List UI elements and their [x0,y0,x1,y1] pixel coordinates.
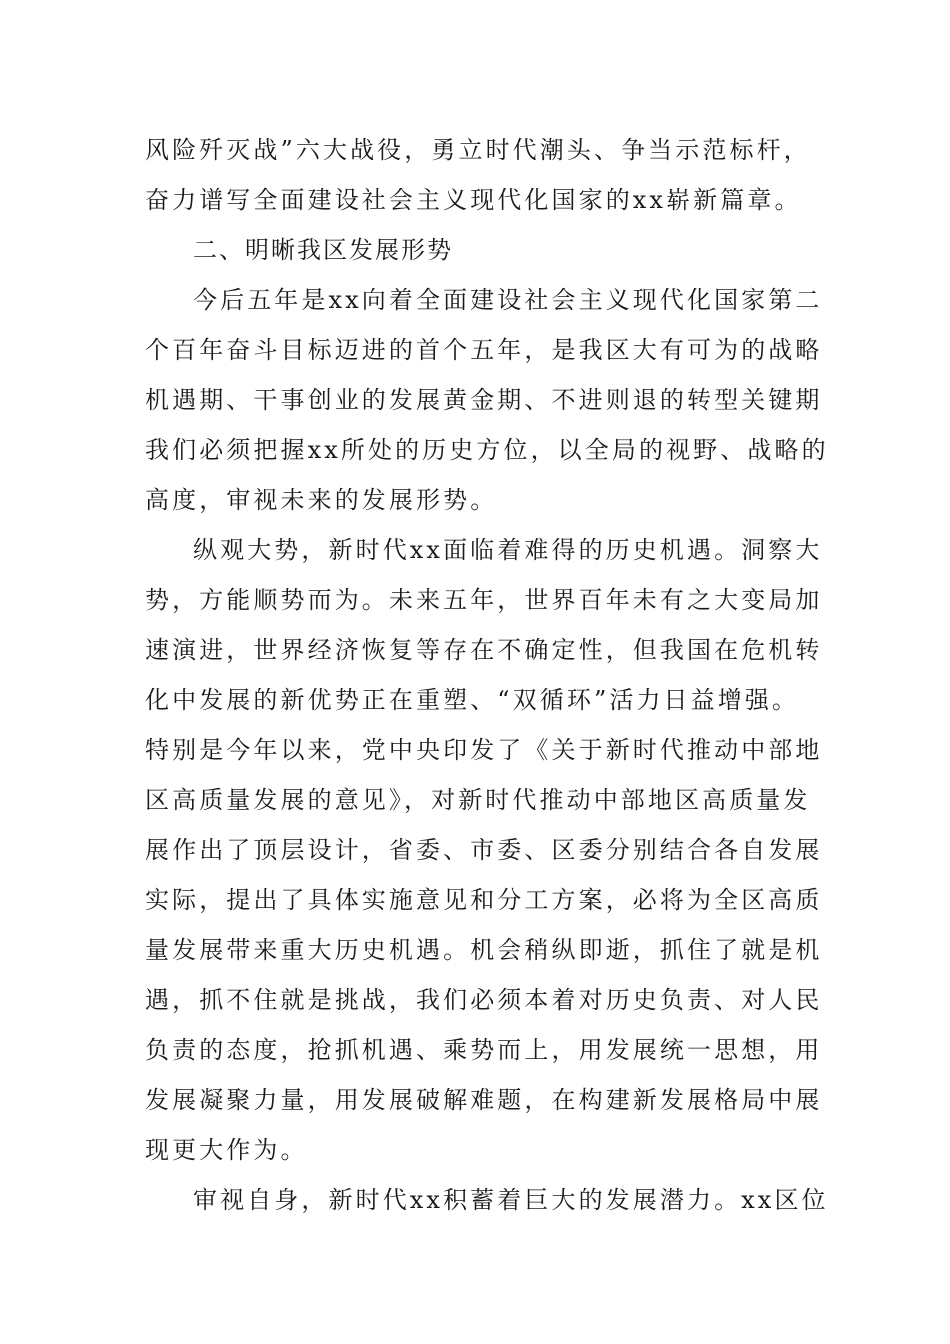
text-line: 区高质量发展的意见》，对新时代推动中部地区高质量发 [145,786,811,814]
text-line: 奋力谱写全面建设社会主义现代化国家的xx崭新篇章。 [145,186,802,214]
text-line: 遇，抓不住就是挑战，我们必须本着对历史负责、对人民 [145,986,823,1014]
text-line: 发展凝聚力量，用发展破解难题，在构建新发展格局中展 [145,1086,823,1114]
text-line: 特别是今年以来，党中央印发了《关于新时代推动中部地 [145,736,823,764]
text-line: 机遇期、干事创业的发展黄金期、不进则退的转型关键期 [145,386,823,414]
text-line: 速演进，世界经济恢复等存在不确定性，但我国在危机转 [145,636,823,664]
text-line: 势，方能顺势而为。未来五年，世界百年未有之大变局加 [145,586,823,614]
text-line: 量发展带来重大历史机遇。机会稍纵即逝，抓住了就是机 [145,936,823,964]
text-line: 高度，审视未来的发展形势。 [145,486,498,514]
text-line: 现更大作为。 [145,1136,308,1164]
text-line: 负责的态度，抢抓机遇、乘势而上，用发展统一思想，用 [145,1036,823,1064]
text-line: 风险歼灭战”六大战役，勇立时代潮头、争当示范标杆， [145,136,811,164]
text-line: 我们必须把握xx所处的历史方位，以全局的视野、战略的 [145,436,829,464]
section-heading: 二、明晰我区发展形势 [193,236,453,264]
text-line: 纵观大势，新时代xx面临着难得的历史机遇。洞察大 [193,536,823,564]
text-line: 今后五年是xx向着全面建设社会主义现代化国家第二 [193,286,823,314]
text-line: 展作出了顶层设计，省委、市委、区委分别结合各自发展 [145,836,823,864]
text-line: 个百年奋斗目标迈进的首个五年，是我区大有可为的战略 [145,336,823,364]
text-line: 审视自身，新时代xx积蓄着巨大的发展潜力。xx区位 [193,1186,829,1214]
text-line: 化中发展的新优势正在重塑、“双循环”活力日益增强。 [145,686,800,714]
text-line: 实际，提出了具体实施意见和分工方案，必将为全区高质 [145,886,823,914]
